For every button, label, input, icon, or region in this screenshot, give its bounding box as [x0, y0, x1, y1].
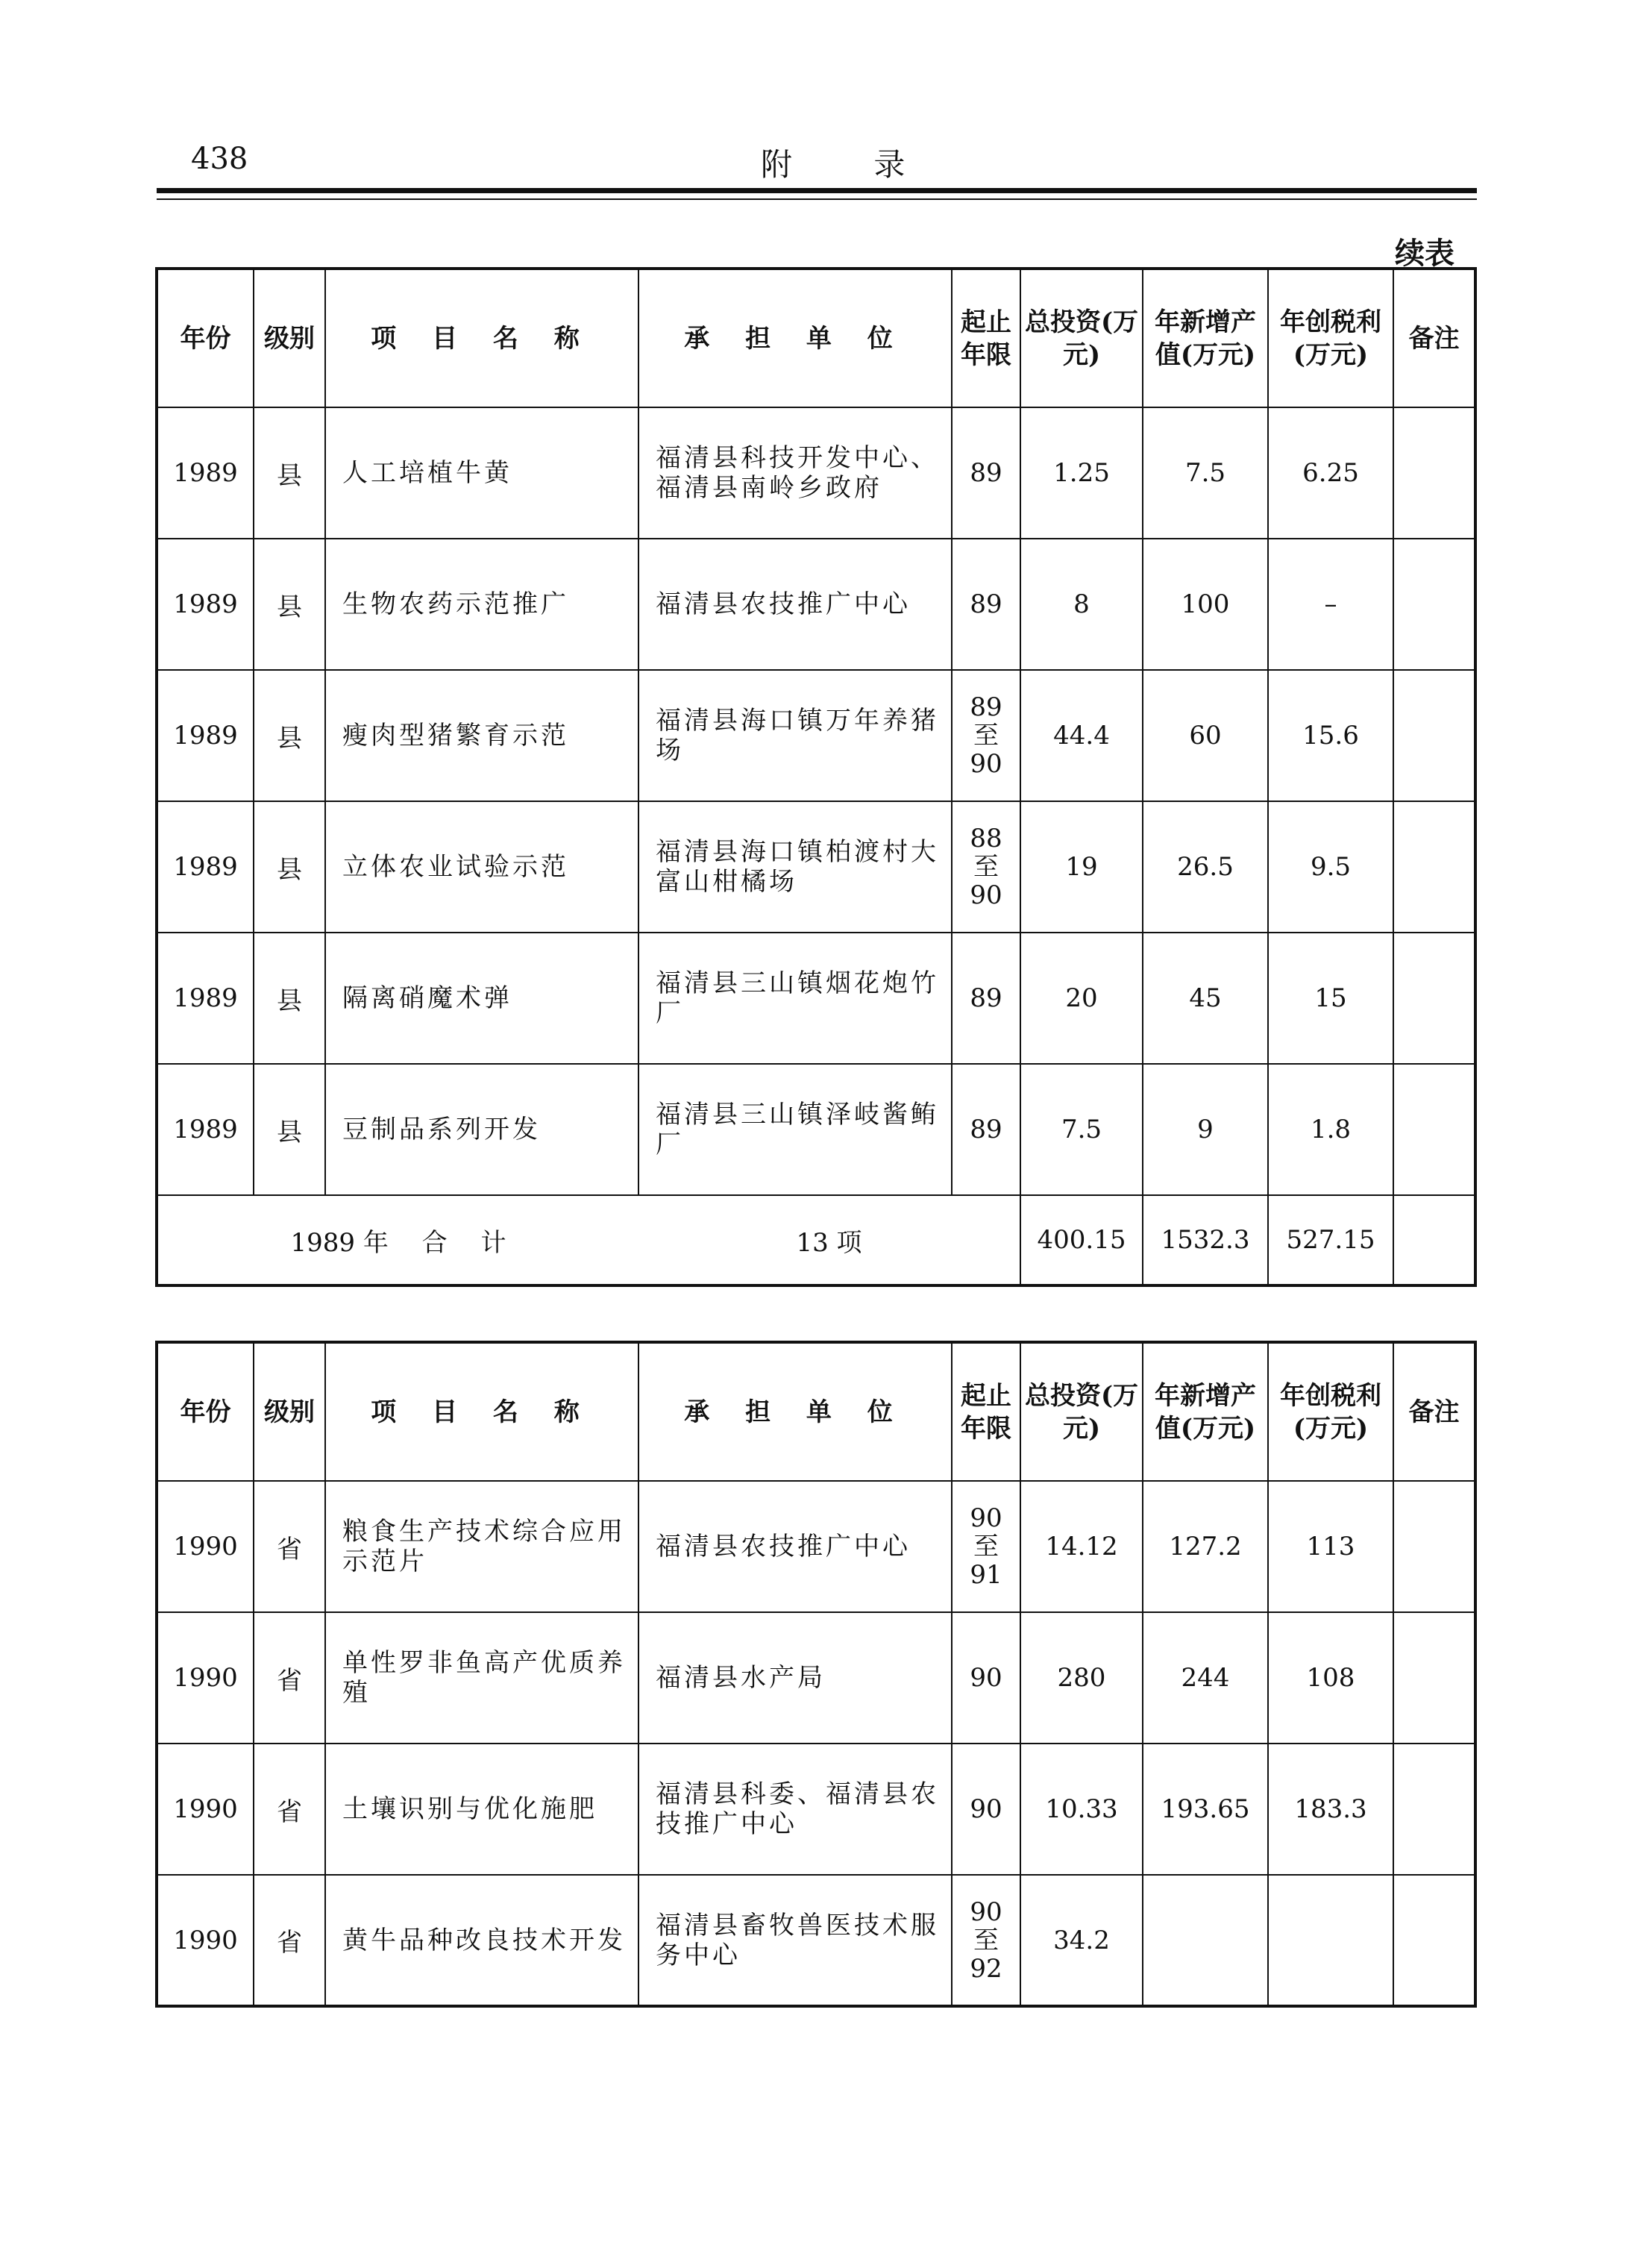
investment-cell: 280 — [1020, 1612, 1143, 1744]
col-header-project: 项 目 名 称 — [325, 269, 638, 407]
year-cell: 1989 — [157, 801, 254, 933]
total-row — [157, 1195, 1475, 1285]
header-rule-thick — [157, 188, 1477, 193]
period-cell: 89 — [952, 539, 1020, 670]
tax-cell: 9.5 — [1268, 801, 1393, 933]
investment-cell: 20 — [1020, 933, 1143, 1064]
investment-cell: 10.33 — [1020, 1744, 1143, 1875]
continued-label: 续表 — [1395, 236, 1454, 271]
total-count: 13 项 — [638, 1195, 1020, 1285]
investment-cell: 19 — [1020, 801, 1143, 933]
projects-table-1990 — [155, 1341, 1477, 2008]
output-cell: 45 — [1143, 933, 1268, 1064]
total-tax: 527.15 — [1268, 1195, 1393, 1285]
total-output: 1532.3 — [1143, 1195, 1268, 1285]
tax-cell: 1.8 — [1268, 1064, 1393, 1195]
table-row — [157, 933, 1475, 1064]
table-row — [157, 407, 1475, 539]
period-cell: 88 至 90 — [952, 801, 1020, 933]
investment-cell: 7.5 — [1020, 1064, 1143, 1195]
year-cell: 1990 — [157, 1744, 254, 1875]
year-cell: 1989 — [157, 933, 254, 1064]
col-header-unit: 承 担 单 位 — [638, 1342, 952, 1481]
page-number: 438 — [191, 142, 248, 176]
unit-cell: 福清县农技推广中心 — [638, 539, 952, 670]
year-cell: 1990 — [157, 1481, 254, 1612]
col-header-unit: 承 担 单 位 — [638, 269, 952, 407]
tax-cell: 15.6 — [1268, 670, 1393, 801]
tax-cell: 113 — [1268, 1481, 1393, 1612]
col-header-project: 项 目 名 称 — [325, 1342, 638, 1481]
investment-cell: 34.2 — [1020, 1875, 1143, 2006]
table-row — [157, 1064, 1475, 1195]
project-name-cell: 单性罗非鱼高产优质养殖 — [325, 1612, 638, 1744]
unit-cell: 福清县海口镇柏渡村大富山柑橘场 — [638, 801, 952, 933]
col-header-period: 起止年限 — [952, 269, 1020, 407]
period-cell: 89 — [952, 1064, 1020, 1195]
project-name-cell: 隔离硝魔术弹 — [325, 933, 638, 1064]
unit-cell: 福清县海口镇万年养猪场 — [638, 670, 952, 801]
unit-cell: 福清县科技开发中心、福清县南岭乡政府 — [638, 407, 952, 539]
project-name-cell: 粮食生产技术综合应用示范片 — [325, 1481, 638, 1612]
tax-cell: 15 — [1268, 933, 1393, 1064]
col-header-investment: 总投资(万元) — [1020, 269, 1143, 407]
level-cell: 县 — [254, 801, 325, 933]
unit-cell: 福清县畜牧兽医技术服务中心 — [638, 1875, 952, 2006]
remark-cell — [1393, 933, 1475, 1064]
col-header-remark: 备注 — [1393, 269, 1475, 407]
total-remark — [1393, 1195, 1475, 1285]
col-header-output: 年新增产 值(万元) — [1143, 269, 1268, 407]
unit-cell: 福清县农技推广中心 — [638, 1481, 952, 1612]
output-cell: 127.2 — [1143, 1481, 1268, 1612]
project-name-cell: 黄牛品种改良技术开发 — [325, 1875, 638, 2006]
remark-cell — [1393, 1875, 1475, 2006]
tax-cell: 183.3 — [1268, 1744, 1393, 1875]
remark-cell — [1393, 539, 1475, 670]
tax-cell: 6.25 — [1268, 407, 1393, 539]
table-row — [157, 1875, 1475, 2006]
level-cell: 县 — [254, 539, 325, 670]
col-header-period: 起止年限 — [952, 1342, 1020, 1481]
level-cell: 县 — [254, 1064, 325, 1195]
table-row — [157, 539, 1475, 670]
year-cell: 1990 — [157, 1875, 254, 2006]
project-name-cell: 人工培植牛黄 — [325, 407, 638, 539]
table-row — [157, 1744, 1475, 1875]
output-cell: 193.65 — [1143, 1744, 1268, 1875]
period-cell: 89 — [952, 407, 1020, 539]
output-cell: 9 — [1143, 1064, 1268, 1195]
year-cell: 1989 — [157, 670, 254, 801]
col-header-remark: 备注 — [1393, 1342, 1475, 1481]
level-cell: 省 — [254, 1875, 325, 2006]
period-cell: 90 — [952, 1744, 1020, 1875]
investment-cell: 44.4 — [1020, 670, 1143, 801]
investment-cell: 8 — [1020, 539, 1143, 670]
project-name-cell: 豆制品系列开发 — [325, 1064, 638, 1195]
year-cell: 1990 — [157, 1612, 254, 1744]
period-cell: 90 — [952, 1612, 1020, 1744]
col-header-year: 年份 — [157, 1342, 254, 1481]
total-label: 1989 年 合 计 — [157, 1195, 638, 1285]
investment-cell: 1.25 — [1020, 407, 1143, 539]
remark-cell — [1393, 1744, 1475, 1875]
unit-cell: 福清县水产局 — [638, 1612, 952, 1744]
level-cell: 县 — [254, 933, 325, 1064]
table-row — [157, 801, 1475, 933]
period-cell: 89 — [952, 933, 1020, 1064]
output-cell: 26.5 — [1143, 801, 1268, 933]
remark-cell — [1393, 801, 1475, 933]
table-header-row — [157, 1342, 1475, 1481]
col-header-year: 年份 — [157, 269, 254, 407]
remark-cell — [1393, 1064, 1475, 1195]
table-header-row — [157, 269, 1475, 407]
period-cell: 90 至 92 — [952, 1875, 1020, 2006]
col-header-tax: 年创税利(万元) — [1268, 1342, 1393, 1481]
remark-cell — [1393, 670, 1475, 801]
unit-cell: 福清县科委、福清县农技推广中心 — [638, 1744, 952, 1875]
remark-cell — [1393, 1481, 1475, 1612]
table-row — [157, 1481, 1475, 1612]
investment-cell: 14.12 — [1020, 1481, 1143, 1612]
project-name-cell: 瘦肉型猪繁育示范 — [325, 670, 638, 801]
col-header-tax: 年创税利(万元) — [1268, 269, 1393, 407]
level-cell: 省 — [254, 1744, 325, 1875]
header-rule-thin — [157, 198, 1477, 200]
output-cell — [1143, 1875, 1268, 2006]
project-name-cell: 立体农业试验示范 — [325, 801, 638, 933]
col-header-level: 级别 — [254, 1342, 325, 1481]
tax-cell: – — [1268, 539, 1393, 670]
output-cell: 60 — [1143, 670, 1268, 801]
remark-cell — [1393, 407, 1475, 539]
output-cell: 100 — [1143, 539, 1268, 670]
tax-cell — [1268, 1875, 1393, 2006]
col-header-level: 级别 — [254, 269, 325, 407]
unit-cell: 福清县三山镇烟花炮竹厂 — [638, 933, 952, 1064]
project-name-cell: 土壤识别与优化施肥 — [325, 1744, 638, 1875]
table-row — [157, 670, 1475, 801]
level-cell: 县 — [254, 670, 325, 801]
projects-table-1989 — [155, 267, 1477, 1287]
project-name-cell: 生物农药示范推广 — [325, 539, 638, 670]
period-cell: 90 至 91 — [952, 1481, 1020, 1612]
level-cell: 省 — [254, 1612, 325, 1744]
period-cell: 89 至 90 — [952, 670, 1020, 801]
year-cell: 1989 — [157, 1064, 254, 1195]
year-cell: 1989 — [157, 407, 254, 539]
level-cell: 县 — [254, 407, 325, 539]
total-investment: 400.15 — [1020, 1195, 1143, 1285]
col-header-investment: 总投资(万元) — [1020, 1342, 1143, 1481]
level-cell: 省 — [254, 1481, 325, 1612]
col-header-output: 年新增产 值(万元) — [1143, 1342, 1268, 1481]
page-heading: 附 录 — [761, 146, 941, 183]
output-cell: 244 — [1143, 1612, 1268, 1744]
table-row — [157, 1612, 1475, 1744]
unit-cell: 福清县三山镇泽岐酱鲔厂 — [638, 1064, 952, 1195]
remark-cell — [1393, 1612, 1475, 1744]
output-cell: 7.5 — [1143, 407, 1268, 539]
tax-cell: 108 — [1268, 1612, 1393, 1744]
year-cell: 1989 — [157, 539, 254, 670]
